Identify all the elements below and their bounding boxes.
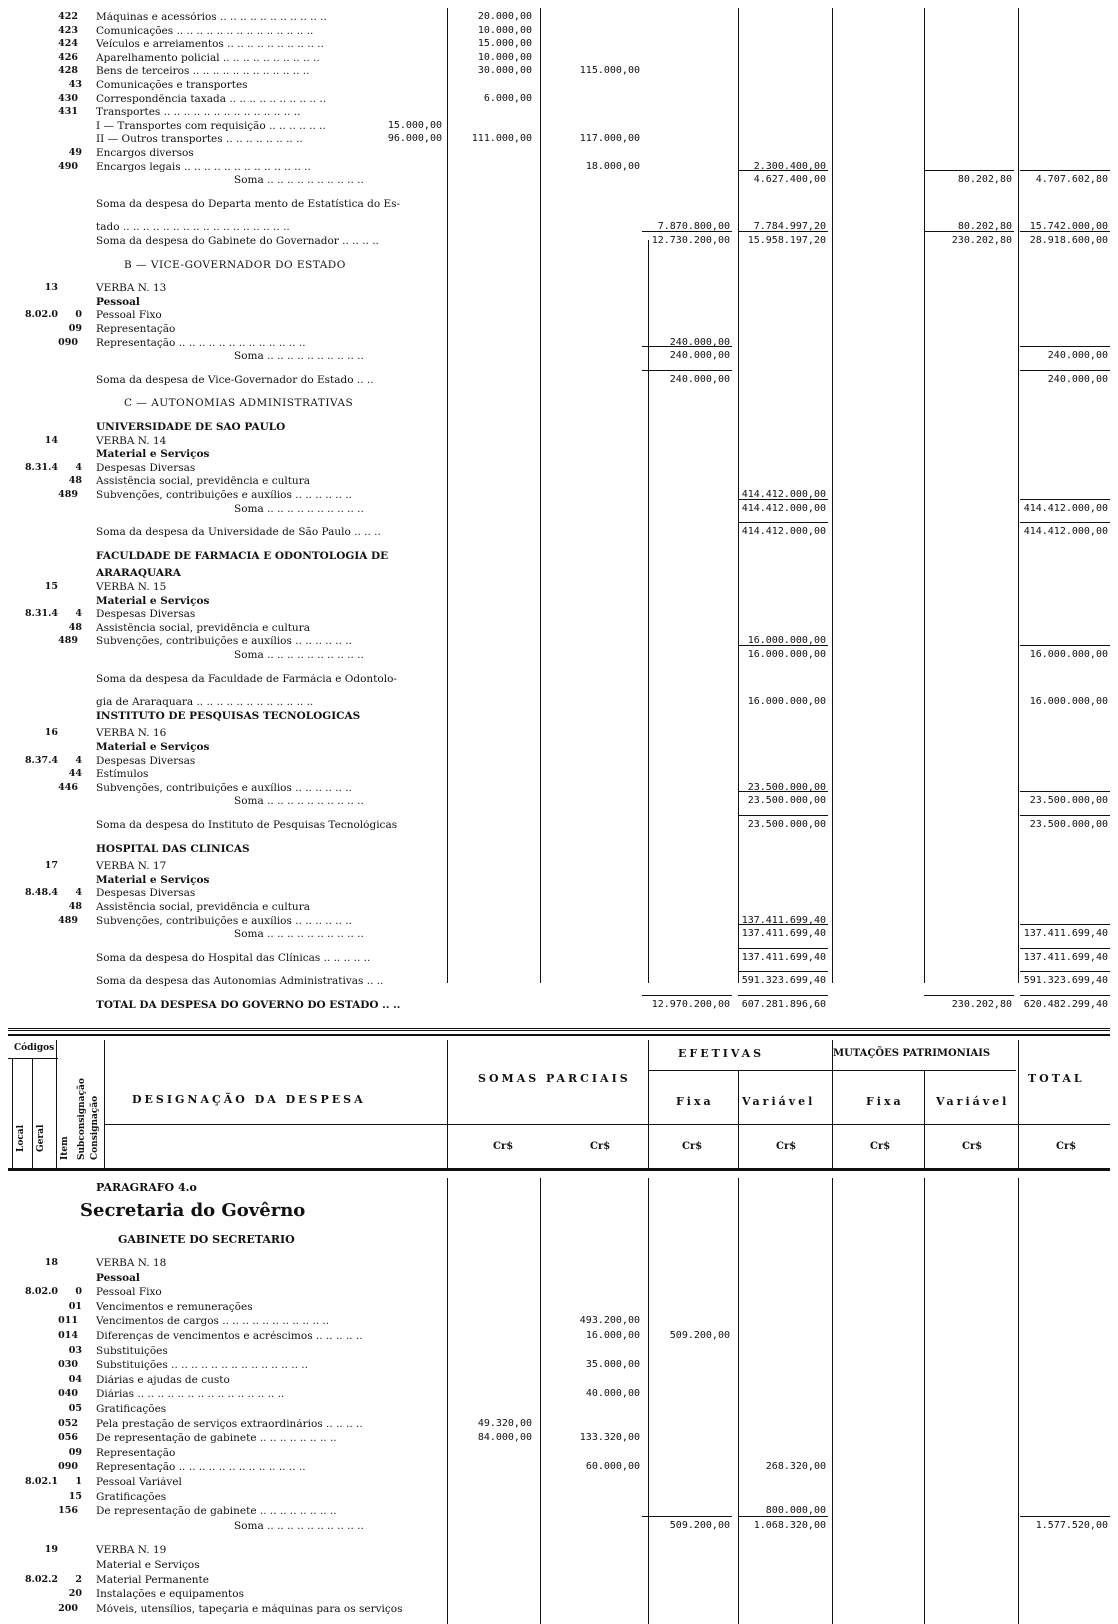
code-local: 8.02.0 <box>24 1286 58 1298</box>
sum-rule <box>738 170 828 171</box>
amount-p2: 35.000,00 <box>585 1359 640 1371</box>
amount-tot: 240.000,00 <box>1047 350 1108 362</box>
row-description: Despesas Diversas <box>96 462 196 474</box>
amount-p1: 6.000,00 <box>483 92 532 104</box>
row-description: Encargos legais .. .. .. .. .. .. .. .. .. .. .. .. .. <box>96 161 311 173</box>
header-col-rule <box>738 1070 739 1168</box>
sum-rule <box>1020 499 1110 500</box>
code-consignacao: 09 <box>68 1446 82 1458</box>
column-rule <box>540 1178 541 1624</box>
amount-efv: 4.627.400,00 <box>753 174 826 186</box>
code-subconsignacao: 056 <box>58 1432 78 1444</box>
header-col-rule <box>1018 1040 1019 1168</box>
header-col-rule <box>924 1070 925 1168</box>
amount-eff: 509.200,00 <box>669 1330 730 1341</box>
sum-rule <box>924 231 1014 232</box>
header-col-rule <box>832 1040 833 1168</box>
total-heading: TOTAL <box>1028 1072 1085 1085</box>
amount-p0: 15.000,00 <box>387 119 442 131</box>
row-description: Representação .. .. .. .. .. .. .. .. .. .. .. .. .. <box>96 337 306 349</box>
row-description: ARARAQUARA <box>96 568 181 579</box>
amount-efv: 23.500.000,00 <box>747 819 826 830</box>
col-subconsignacao: Subconsignação <box>77 1078 87 1160</box>
row-description: Soma da despesa das Autonomias Administrativas .. .. <box>96 976 384 987</box>
sum-rule <box>642 231 732 232</box>
amount-efv: 23.500.000,00 <box>747 781 826 793</box>
row-description: Pessoal Variável <box>96 1477 182 1488</box>
row-description: Material e Serviços <box>96 874 210 886</box>
code-consignacao: 05 <box>68 1403 82 1414</box>
code-subconsignacao: 423 <box>58 24 78 36</box>
amount-efv: 15.958.197,20 <box>747 235 826 246</box>
amount-mv: 80.202,80 <box>957 174 1012 186</box>
row-description: De representação de gabinete .. .. .. .. .. .. .. .. <box>96 1433 337 1444</box>
column-rule <box>447 8 448 983</box>
code-subconsignacao: 489 <box>58 489 78 500</box>
code-consignacao: 03 <box>68 1344 82 1356</box>
column-rule <box>924 8 925 983</box>
code-consignacao: 2 <box>75 1573 82 1585</box>
sum-rule <box>1020 370 1110 371</box>
header-col-rule <box>447 1040 448 1168</box>
header-col-rule <box>648 1040 649 1168</box>
row-description: Subvenções, contribuições e auxílios .. .. .. .. .. .. <box>96 490 352 501</box>
row-description: Pela prestação de serviços extraordinários .. .. .. .. <box>96 1418 363 1430</box>
amount-efv: 2.300.400,00 <box>753 160 826 172</box>
code-consignacao: 09 <box>68 323 82 334</box>
column-rule <box>832 1178 833 1624</box>
code-consignacao: 20 <box>68 1588 82 1600</box>
column-rule <box>1018 1178 1019 1624</box>
code-local: 8.48.4 <box>24 887 58 899</box>
row-description: VERBA N. 13 <box>96 283 167 294</box>
amount-eff: 12.730.200,00 <box>651 235 730 246</box>
code-local: 8.02.1 <box>24 1476 58 1487</box>
row-description: Gratificações <box>96 1491 167 1503</box>
currency-label: Cr$ <box>1056 1141 1077 1152</box>
row-description: VERBA N. 17 <box>96 861 167 872</box>
amount-tot: 414.412.000,00 <box>1023 502 1108 514</box>
paragrafo-heading: PARAGRAFO 4.o <box>96 1181 197 1194</box>
code-consignacao: 01 <box>68 1300 82 1312</box>
code-consignacao: 4 <box>75 887 82 899</box>
row-description: INSTITUTO DE PESQUISAS TECNOLÓGICAS <box>96 710 361 722</box>
row-description: II — Outros transportes .. .. .. .. .. .. .. .. <box>96 134 303 145</box>
amount-efv: 591.323.699,40 <box>741 975 826 987</box>
row-description: VERBA N. 14 <box>96 435 167 447</box>
amount-efv: 137.411.699,40 <box>741 951 826 963</box>
row-description: Instalações e equipamentos <box>96 1589 244 1600</box>
code-subconsignacao: 014 <box>58 1330 78 1341</box>
row-description: Soma da despesa do Instituto de Pesquisas Tecnológicas <box>96 820 398 831</box>
sum-rule <box>1020 948 1110 949</box>
row-description: Encargos diversos <box>96 148 194 159</box>
col-item: Item <box>60 1136 70 1160</box>
row-description: Comunicações e transportes <box>96 80 248 91</box>
row-description: Pessoal Fixo <box>96 310 162 321</box>
sum-rule <box>1020 924 1110 925</box>
currency-label: Cr$ <box>776 1141 797 1152</box>
row-description: Assistência social, previdência e cultura <box>96 476 310 487</box>
row-description: Transportes .. .. .. .. .. .. .. .. .. .. .. .. .. .. <box>96 107 301 118</box>
sum-rule <box>1020 170 1110 171</box>
row-description: Pessoal Fixo <box>96 1287 162 1298</box>
row-description: Bens de terceiros .. .. .. .. .. .. .. .. .. .. .. .. <box>96 66 310 77</box>
currency-label: Cr$ <box>682 1141 703 1152</box>
row-description: Máquinas e acessórios .. .. .. .. .. .. .. .. .. .. .. <box>96 12 327 23</box>
amount-mv: 80.202,80 <box>957 221 1012 233</box>
code-local: 13 <box>44 282 58 294</box>
row-description: FACULDADE DE FARMÁCIA E ODONTOLOGIA DE <box>96 550 389 562</box>
amount-eff: 12.970.200,00 <box>651 999 730 1010</box>
header-top-rule-2 <box>8 1034 1110 1036</box>
mutacao-fixa: Fixa <box>866 1095 904 1108</box>
code-consignacao: 4 <box>75 608 82 620</box>
col-consignacao: Consignação <box>90 1095 100 1160</box>
row-description: Correspondência taxada .. .. .. .. .. .. .. .. .. .. <box>96 93 327 105</box>
row-description: TOTAL DA DESPESA DO GOVÊRNO DO ESTADO .. .. <box>96 1000 401 1011</box>
code-consignacao: 43 <box>68 79 82 90</box>
code-subconsignacao: 040 <box>58 1388 78 1400</box>
sum-rule <box>738 645 828 646</box>
row-description: Subvenções, contribuições e auxílios .. .. .. .. .. .. <box>96 636 352 647</box>
column-rule <box>924 1178 925 1624</box>
amount-p2: 133.320,00 <box>579 1432 640 1444</box>
amount-p2: 40.000,00 <box>585 1388 640 1400</box>
row-description: Assistência social, previdência e cultura <box>96 622 310 634</box>
amount-p2: 16.000,00 <box>585 1330 640 1341</box>
row-description: VERBA N. 19 <box>96 1545 167 1556</box>
code-subconsignacao: 428 <box>58 65 78 77</box>
somas-parciais-heading: SOMAS PARCIAIS <box>478 1072 631 1085</box>
amount-tot: 16.000.000,00 <box>1029 649 1108 660</box>
amount-p1: 111.000,00 <box>471 133 532 145</box>
amount-efv: 607.281.896,60 <box>741 999 826 1010</box>
amount-eff: 240.000,00 <box>669 373 730 385</box>
sum-rule <box>738 971 828 972</box>
code-local: 15 <box>44 581 58 592</box>
amount-eff: 240.000,00 <box>669 336 730 348</box>
amount-efv: 414.412.000,00 <box>741 502 826 514</box>
row-description: Estímulos <box>96 769 149 780</box>
amount-tot: 15.742.000,00 <box>1029 221 1108 233</box>
row-description: Veículos e arreiamentos .. .. .. .. .. .. .. .. .. .. <box>96 39 324 50</box>
row-description: Material e Serviços <box>96 595 210 607</box>
amount-mv: 230.202,80 <box>951 999 1012 1010</box>
amount-tot: 28.918.600,00 <box>1029 235 1108 246</box>
row-description: Soma da despesa do Hospital das Clínicas .. .. .. .. .. <box>96 952 371 964</box>
row-description: Soma da despesa da Faculdade de Farmácia e Odontolo- <box>96 673 397 685</box>
sum-rule <box>738 924 828 925</box>
code-local: 19 <box>44 1544 58 1556</box>
amount-tot: 137.411.699,40 <box>1023 928 1108 940</box>
code-subconsignacao: 090 <box>58 336 78 348</box>
code-local: 17 <box>44 860 58 872</box>
amount-tot: 137.411.699,40 <box>1023 951 1108 963</box>
amount-efv: 16.000.000,00 <box>747 635 826 647</box>
code-subconsignacao: 489 <box>58 914 78 926</box>
column-rule <box>832 8 833 983</box>
codigos-heading: Códigos <box>14 1043 55 1053</box>
mutacoes-heading: MUTAÇÕES PATRIMONIAIS <box>833 1048 991 1059</box>
sum-rule <box>738 948 828 949</box>
row-description: VERBA N. 16 <box>96 728 167 739</box>
sum-rule <box>642 1516 732 1517</box>
row-description: VERBA N. 18 <box>96 1258 167 1269</box>
soma-label: Soma .. .. .. .. .. .. .. .. .. .. <box>234 351 364 362</box>
code-subconsignacao: 431 <box>58 106 78 118</box>
code-local: 8.31.4 <box>24 608 58 620</box>
amount-efv: 137.411.699,40 <box>741 928 826 940</box>
row-description: Representação <box>96 324 176 335</box>
code-subconsignacao: 156 <box>58 1505 78 1517</box>
mutacao-variavel: Variável <box>936 1095 1010 1108</box>
amount-efv: 414.412.000,00 <box>741 526 826 538</box>
soma-label: Soma .. .. .. .. .. .. .. .. .. .. <box>234 796 364 807</box>
header-rule <box>104 1124 1110 1125</box>
amount-p1: 15.000,00 <box>477 38 532 50</box>
col-local: Local <box>16 1124 26 1152</box>
amount-tot: 16.000.000,00 <box>1029 696 1108 708</box>
sum-rule <box>738 1516 828 1517</box>
code-consignacao: 48 <box>68 901 82 912</box>
code-local: 14 <box>44 434 58 446</box>
column-rule <box>447 1178 448 1624</box>
row-description: Gratificações <box>96 1404 167 1415</box>
amount-p2: 60.000,00 <box>585 1461 640 1473</box>
amount-p1: 84.000,00 <box>477 1432 532 1444</box>
row-description: Material e Serviços <box>96 449 210 460</box>
row-description: Diárias .. .. .. .. .. .. .. .. .. .. .. .. .. .. .. <box>96 1389 285 1400</box>
gabinete-heading: GABINETE DO SECRETARIO <box>118 1233 295 1246</box>
row-description: Despesas Diversas <box>96 888 196 899</box>
code-local: 8.02.0 <box>24 309 58 321</box>
row-description: Substituições .. .. .. .. .. .. .. .. .. .. .. .. .. .. <box>96 1360 308 1371</box>
currency-label: Cr$ <box>870 1141 891 1152</box>
row-description: Pessoal <box>96 296 140 308</box>
sum-rule <box>1020 971 1110 972</box>
amount-tot: 591.323.699,40 <box>1023 975 1108 987</box>
amount-p2: 493.200,00 <box>579 1315 640 1327</box>
amount-tot: 23.500.000,00 <box>1029 795 1108 807</box>
sum-rule <box>1020 346 1110 347</box>
code-local: 8.31.4 <box>24 461 58 473</box>
row-description: Diárias e ajudas de custo <box>96 1374 230 1386</box>
code-consignacao: 4 <box>75 754 82 766</box>
code-subconsignacao: 200 <box>58 1602 78 1614</box>
sum-rule <box>738 791 828 792</box>
code-subconsignacao: 090 <box>58 1461 78 1473</box>
sum-rule <box>738 995 828 996</box>
soma-label: Soma .. .. .. .. .. .. .. .. .. .. <box>234 929 364 940</box>
amount-efv: 800.000,00 <box>765 1505 826 1517</box>
code-subconsignacao: 424 <box>58 38 78 50</box>
row-description: B — VICE-GOVERNADOR DO ESTADO <box>124 259 346 271</box>
header-top-rule <box>8 1028 1110 1031</box>
sum-rule <box>642 370 732 371</box>
efetivas-heading: EFETIVAS <box>678 1047 765 1060</box>
amount-eff: 509.200,00 <box>669 1519 730 1531</box>
row-description: tado .. .. .. .. .. .. .. .. .. .. .. .. .. .. .. .. .. <box>96 222 290 233</box>
sum-rule <box>1020 522 1110 523</box>
amount-p1: 20.000,00 <box>477 11 532 22</box>
column-rule <box>648 1178 649 1624</box>
amount-p2: 115.000,00 <box>579 65 640 77</box>
amount-efv: 137.411.699,40 <box>741 914 826 926</box>
amount-p1: 30.000,00 <box>477 65 532 77</box>
row-description: UNIVERSIDADE DE SÃO PAULO <box>96 422 286 433</box>
amount-efv: 1.068.320,00 <box>753 1519 826 1531</box>
row-description: Móveis, utensílios, tapeçaria e máquinas para os serviços <box>96 1603 403 1615</box>
code-subconsignacao: 430 <box>58 92 78 104</box>
amount-efv: 268.320,00 <box>765 1461 826 1473</box>
code-rule <box>104 1040 105 1168</box>
code-local: 8.02.2 <box>24 1573 58 1585</box>
row-description: C — AUTONOMIAS ADMINISTRATIVAS <box>124 398 354 409</box>
code-subconsignacao: 489 <box>58 635 78 647</box>
code-subconsignacao: 011 <box>58 1315 78 1327</box>
row-description: Subvenções, contribuições e auxílios .. .. .. .. .. .. <box>96 915 352 927</box>
column-rule <box>1018 8 1019 983</box>
row-description: Material Permanente <box>96 1574 209 1586</box>
amount-tot: 414.412.000,00 <box>1023 526 1108 538</box>
sum-rule <box>1020 1516 1110 1517</box>
amount-tot: 240.000,00 <box>1047 373 1108 385</box>
amount-efv: 16.000.000,00 <box>747 696 826 708</box>
code-rule <box>8 1058 58 1059</box>
soma-label: Soma .. .. .. .. .. .. .. .. .. .. <box>234 503 364 515</box>
code-consignacao: 4 <box>75 461 82 473</box>
amount-p1: 10.000,00 <box>477 24 532 36</box>
amount-mv: 230.202,80 <box>951 235 1012 246</box>
row-description: VERBA N. 15 <box>96 582 167 593</box>
amount-p1: 10.000,00 <box>477 51 532 63</box>
sum-rule <box>738 522 828 523</box>
row-description: Soma da despesa do Gabinete do Governador .. .. .. .. <box>96 236 379 247</box>
amount-efv: 16.000.000,00 <box>747 649 826 660</box>
row-description: Despesas Diversas <box>96 609 196 620</box>
row-description: Soma da despesa da Universidade de São Paulo .. .. .. <box>96 527 381 538</box>
code-consignacao: 04 <box>68 1373 82 1385</box>
amount-efv: 414.412.000,00 <box>741 489 826 500</box>
row-description: Diferenças de vencimentos e acréscimos .. .. .. .. .. <box>96 1331 363 1342</box>
efetiva-variavel: Variável <box>742 1095 816 1108</box>
currency-label: Cr$ <box>493 1141 514 1152</box>
code-consignacao: 0 <box>75 1286 82 1298</box>
row-description: Comunicações .. .. .. .. .. .. .. .. .. .. .. .. .. .. <box>96 25 314 37</box>
sum-rule <box>738 231 828 232</box>
amount-tot: 23.500.000,00 <box>1029 819 1108 830</box>
row-description: Material e Serviços <box>96 742 210 753</box>
code-rule <box>56 1040 57 1168</box>
code-rule <box>32 1058 33 1168</box>
currency-label: Cr$ <box>962 1141 983 1152</box>
code-subconsignacao: 490 <box>58 160 78 172</box>
sum-rule <box>1020 791 1110 792</box>
sum-rule <box>924 170 1014 171</box>
amount-tot: 4.707.602,80 <box>1035 174 1108 186</box>
code-local: 16 <box>44 727 58 739</box>
row-description: Soma da despesa de Vice-Governador do Estado .. .. <box>96 374 374 386</box>
soma-label: Soma .. .. .. .. .. .. .. .. .. .. <box>234 650 364 661</box>
sum-rule <box>1020 995 1110 996</box>
code-consignacao: 48 <box>68 621 82 633</box>
row-description: Representação .. .. .. .. .. .. .. .. .. .. .. .. .. <box>96 1462 306 1473</box>
amount-p1: 49.320,00 <box>477 1417 532 1429</box>
code-subconsignacao: 422 <box>58 11 78 22</box>
soma-label: Soma .. .. .. .. .. .. .. .. .. .. <box>234 1520 364 1532</box>
code-consignacao: 1 <box>75 1476 82 1487</box>
header-bottom-rule <box>8 1168 1110 1171</box>
row-description: I — Transportes com requisição .. .. .. .. .. .. <box>96 120 326 132</box>
row-description: HOSPITAL DAS CLÍNICAS <box>96 843 250 855</box>
code-consignacao: 15 <box>68 1490 82 1502</box>
row-description: Representação <box>96 1447 176 1459</box>
row-description: Assistência social, previdência e cultura <box>96 902 310 913</box>
code-consignacao: 48 <box>68 475 82 487</box>
code-subconsignacao: 446 <box>58 781 78 793</box>
secretaria-title: Secretaria do Govêrno <box>80 1200 306 1221</box>
sum-rule <box>1020 231 1110 232</box>
amount-p2: 18.000,00 <box>585 160 640 172</box>
code-subconsignacao: 052 <box>58 1417 78 1429</box>
amount-eff: 240.000,00 <box>669 350 730 362</box>
row-description: Vencimentos de cargos .. .. .. .. .. .. .. .. .. .. .. <box>96 1316 330 1327</box>
currency-label: Cr$ <box>590 1141 611 1152</box>
amount-efv: 7.784.997,20 <box>753 221 826 233</box>
column-rule <box>540 8 541 983</box>
amount-efv: 23.500.000,00 <box>747 795 826 807</box>
row-description: Substituições <box>96 1345 168 1357</box>
code-consignacao: 0 <box>75 309 82 321</box>
amount-p2: 117.000,00 <box>579 133 640 145</box>
code-local: 18 <box>44 1257 58 1268</box>
amount-eff: 7.870.800,00 <box>657 221 730 233</box>
code-consignacao: 49 <box>68 147 82 158</box>
sum-rule <box>1020 815 1110 816</box>
code-rule <box>12 1058 13 1168</box>
designacao-heading: DESIGNAÇÃO DA DESPESA <box>132 1093 366 1106</box>
row-description: De representação de gabinete .. .. .. .. .. .. .. .. <box>96 1506 337 1517</box>
soma-label: Soma .. .. .. .. .. .. .. .. .. .. <box>234 175 364 186</box>
row-description: Subvenções, contribuições e auxílios .. .. .. .. .. .. <box>96 782 352 794</box>
code-local: 8.37.4 <box>24 754 58 766</box>
code-subconsignacao: 426 <box>58 51 78 63</box>
row-description: Aparelhamento policial .. .. .. .. .. .. .. .. .. .. <box>96 52 320 64</box>
row-description: Vencimentos e remunerações <box>96 1301 253 1313</box>
code-consignacao: 44 <box>68 768 82 780</box>
amount-tot: 620.482.299,40 <box>1023 999 1108 1010</box>
sum-rule <box>642 995 732 996</box>
column-rule <box>738 1178 739 1624</box>
sum-rule <box>738 499 828 500</box>
efetiva-fixa: Fixa <box>676 1095 714 1108</box>
sum-rule <box>924 995 1014 996</box>
row-description: Soma da despesa do Departa mento de Estatística do Es- <box>96 198 401 210</box>
row-description: Despesas Diversas <box>96 755 196 767</box>
amount-tot: 1.577.520,00 <box>1035 1519 1108 1531</box>
amount-p0: 96.000,00 <box>387 133 442 145</box>
sum-rule <box>738 815 828 816</box>
row-description: gia de Araraquara .. .. .. .. .. .. .. .. .. .. .. .. <box>96 697 314 708</box>
sum-rule <box>1020 645 1110 646</box>
sum-rule <box>642 346 732 347</box>
col-geral: Geral <box>36 1124 46 1152</box>
row-description: Material e Serviços <box>96 1560 200 1571</box>
code-subconsignacao: 030 <box>58 1359 78 1371</box>
row-description: Pessoal <box>96 1272 140 1284</box>
